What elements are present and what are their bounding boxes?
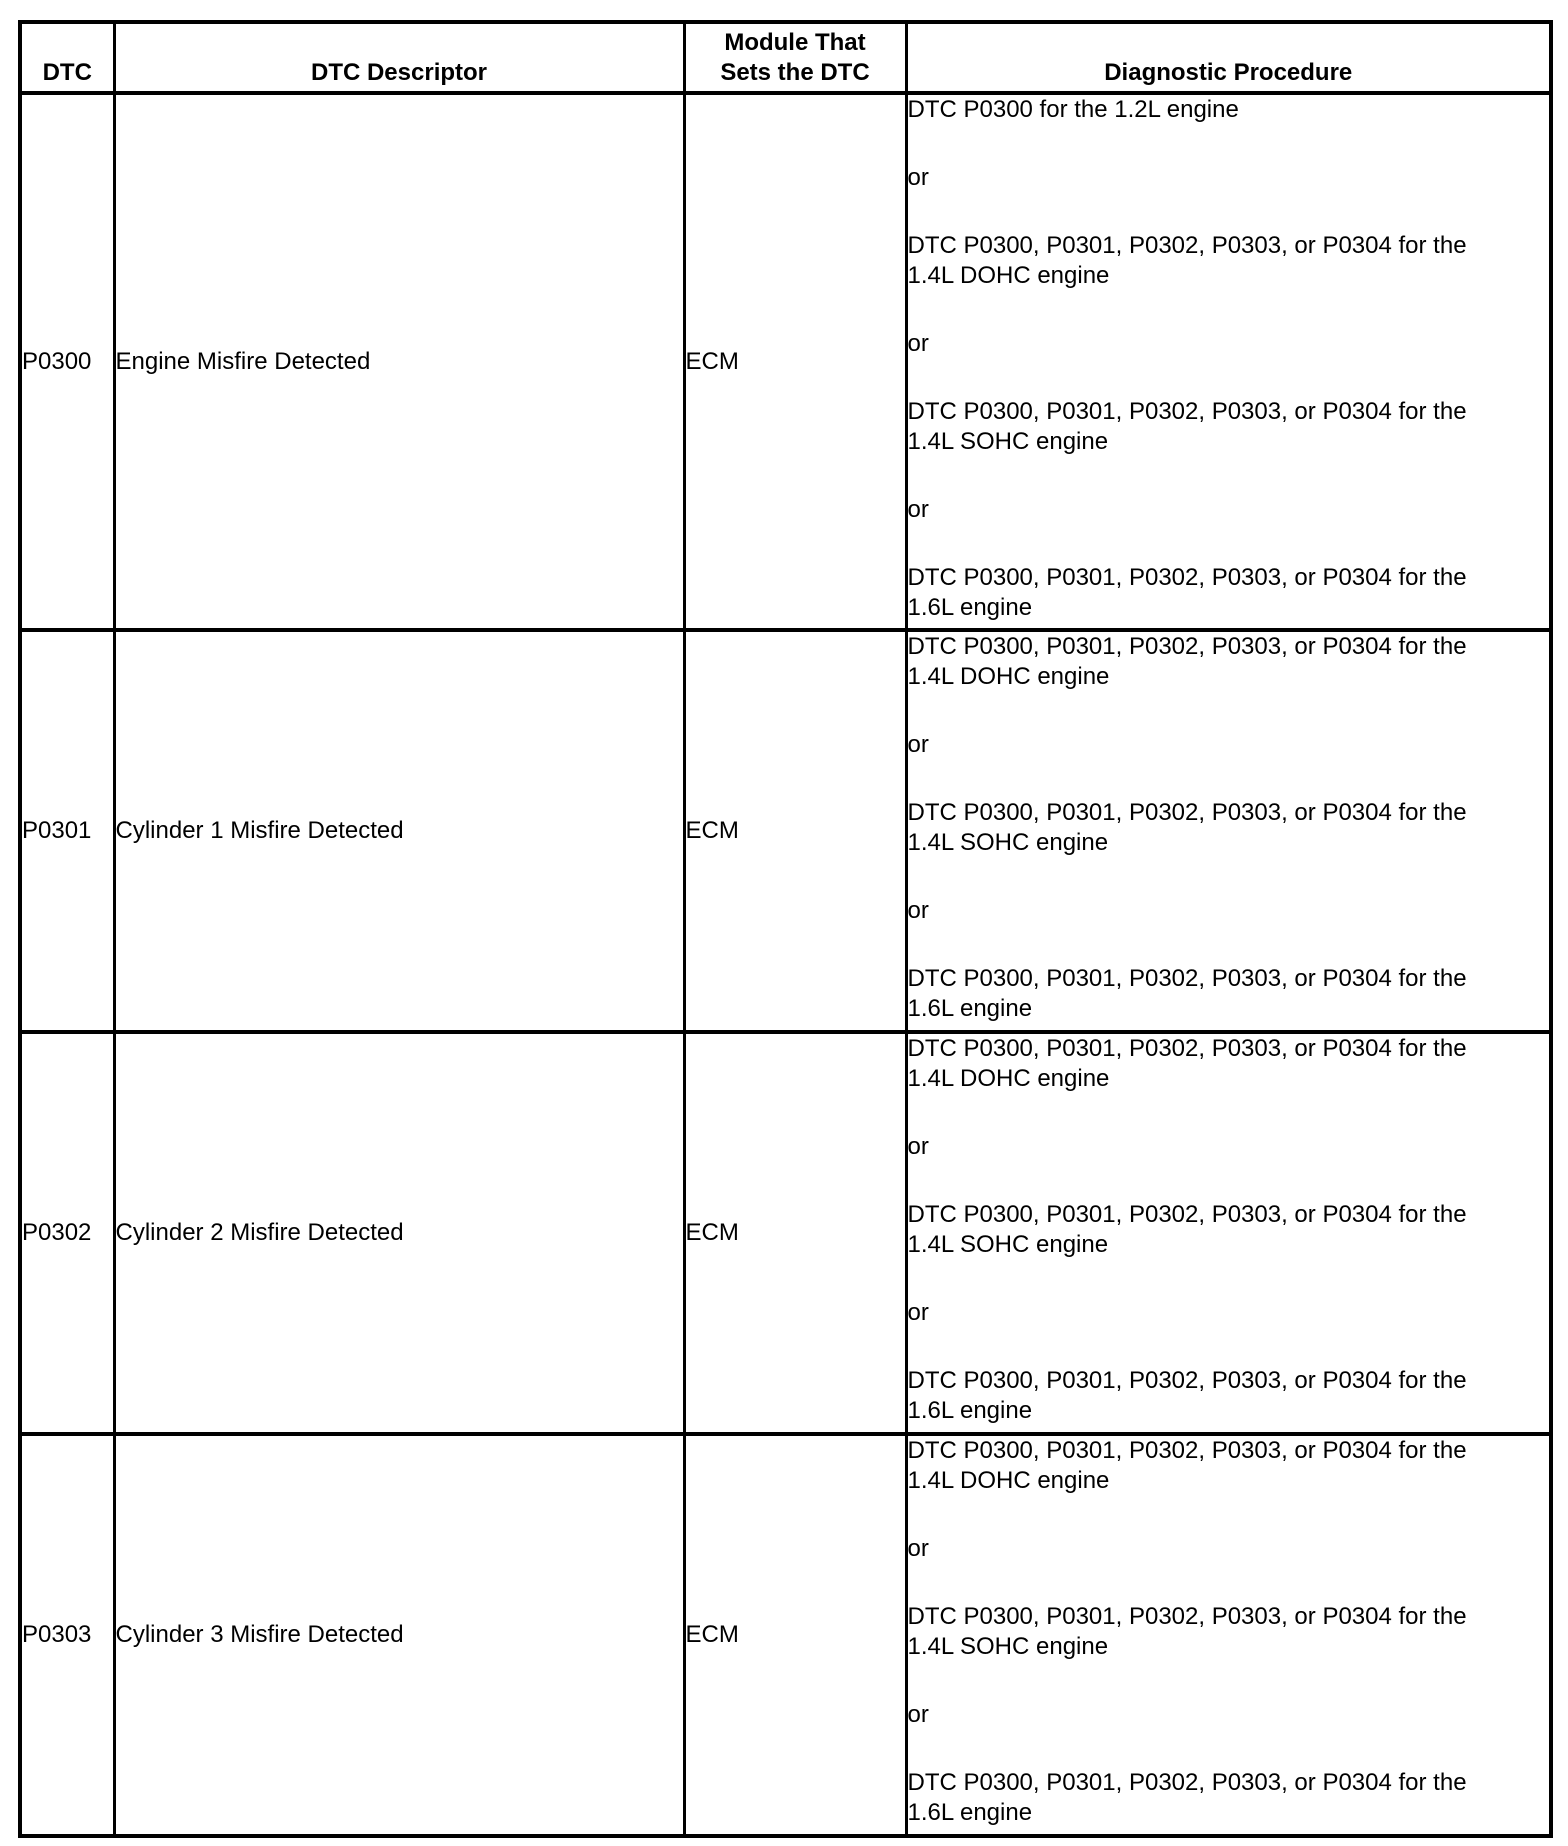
module-cell: ECM <box>684 93 906 630</box>
dtc-descriptor-cell: Cylinder 2 Misfire Detected <box>114 1032 684 1434</box>
procedure-line: DTC P0300, P0301, P0302, P0303, or P0304 for the <box>907 799 1467 826</box>
procedure-line: DTC P0300, P0301, P0302, P0303, or P0304 for the <box>907 1367 1467 1394</box>
procedure-or-separator <box>908 1298 1550 1328</box>
procedure-line: or <box>907 496 929 523</box>
dtc-descriptor-cell: Cylinder 3 Misfire Detected <box>114 1434 684 1836</box>
procedure-link <box>908 1602 1550 1662</box>
module-cell: ECM <box>684 630 906 1032</box>
procedure-or-separator <box>908 730 1550 760</box>
header-diagnostic-procedure: Diagnostic Procedure <box>906 22 1551 93</box>
procedure-or-separator <box>908 1132 1550 1162</box>
table-row <box>20 93 1551 630</box>
procedure-line: DTC P0300, P0301, P0302, P0303, or P0304 for the <box>907 1437 1467 1464</box>
diagnostic-procedure-cell <box>906 630 1551 1032</box>
procedure-line: 1.6L engine <box>907 995 1033 1022</box>
table-row <box>20 630 1551 1032</box>
procedure-line: or <box>907 164 929 191</box>
module-cell: ECM <box>684 1032 906 1434</box>
procedure-link <box>908 397 1550 457</box>
procedure-or-separator <box>908 329 1550 359</box>
header-module-line1: Module That <box>724 29 866 56</box>
dtc-code-cell: P0302 <box>20 1032 114 1434</box>
diagnostic-procedure-cell <box>906 93 1551 630</box>
procedure-line: 1.4L SOHC engine <box>907 1633 1109 1660</box>
procedure-line: DTC P0300, P0301, P0302, P0303, or P0304 for the <box>907 398 1467 425</box>
procedure-or-separator <box>908 1700 1550 1730</box>
dtc-code-cell: P0301 <box>20 630 114 1032</box>
dtc-code-cell: P0300 <box>20 93 114 630</box>
procedure-link <box>908 1200 1550 1260</box>
dtc-table <box>18 20 1553 1838</box>
header-row <box>20 22 1551 93</box>
procedure-line: DTC P0300, P0301, P0302, P0303, or P0304 for the <box>907 232 1467 259</box>
procedure-link <box>908 1436 1550 1496</box>
procedure-line: DTC P0300, P0301, P0302, P0303, or P0304 for the <box>907 1603 1467 1630</box>
procedure-line: 1.4L SOHC engine <box>907 428 1109 455</box>
header-module-line2: Sets the DTC <box>720 59 870 86</box>
procedure-or-separator <box>908 1534 1550 1564</box>
procedure-or-separator <box>908 495 1550 525</box>
procedure-line: 1.6L engine <box>907 594 1033 621</box>
procedure-line: DTC P0300, P0301, P0302, P0303, or P0304 for the <box>907 1201 1467 1228</box>
procedure-line: DTC P0300, P0301, P0302, P0303, or P0304 for the <box>907 564 1467 591</box>
dtc-code-cell: P0303 <box>20 1434 114 1836</box>
dtc-descriptor-cell: Engine Misfire Detected <box>114 93 684 630</box>
procedure-line: or <box>907 330 929 357</box>
procedure-link <box>908 1366 1550 1426</box>
procedure-or-separator <box>908 896 1550 926</box>
header-module <box>684 22 906 93</box>
procedure-line: or <box>907 731 929 758</box>
header-dtc-descriptor: DTC Descriptor <box>114 22 684 93</box>
procedure-line: 1.4L DOHC engine <box>907 1065 1110 1092</box>
procedure-line: 1.6L engine <box>907 1397 1033 1424</box>
procedure-line: 1.4L DOHC engine <box>907 1467 1110 1494</box>
table-row <box>20 1032 1551 1434</box>
procedure-line: 1.4L SOHC engine <box>907 829 1109 856</box>
procedure-line: 1.4L DOHC engine <box>907 663 1110 690</box>
procedure-link <box>908 231 1550 291</box>
procedure-line: or <box>907 897 929 924</box>
procedure-link <box>908 1034 1550 1094</box>
header-dtc: DTC <box>20 22 114 93</box>
procedure-line: or <box>907 1133 929 1160</box>
procedure-or-separator <box>908 163 1550 193</box>
procedure-line: 1.4L SOHC engine <box>907 1231 1109 1258</box>
procedure-line: DTC P0300, P0301, P0302, P0303, or P0304 for the <box>907 1035 1467 1062</box>
procedure-line: or <box>907 1299 929 1326</box>
procedure-line: DTC P0300, P0301, P0302, P0303, or P0304 for the <box>907 1769 1467 1796</box>
procedure-link <box>908 1768 1550 1828</box>
procedure-line: 1.4L DOHC engine <box>907 262 1110 289</box>
dtc-descriptor-cell: Cylinder 1 Misfire Detected <box>114 630 684 1032</box>
table-row <box>20 1434 1551 1836</box>
procedure-link <box>908 95 1550 125</box>
table-header <box>20 22 1551 93</box>
procedure-line: DTC P0300, P0301, P0302, P0303, or P0304 for the <box>907 633 1467 660</box>
procedure-link <box>908 964 1550 1024</box>
procedure-line: 1.6L engine <box>907 1799 1033 1826</box>
table-body <box>20 93 1551 1836</box>
procedure-link <box>908 798 1550 858</box>
procedure-line: or <box>907 1701 929 1728</box>
procedure-line: or <box>907 1535 929 1562</box>
procedure-line: DTC P0300 for the 1.2L engine <box>907 96 1239 123</box>
procedure-line: DTC P0300, P0301, P0302, P0303, or P0304 for the <box>907 965 1467 992</box>
procedure-link <box>908 563 1550 623</box>
procedure-link <box>908 632 1550 692</box>
module-cell: ECM <box>684 1434 906 1836</box>
diagnostic-procedure-cell <box>906 1434 1551 1836</box>
diagnostic-procedure-cell <box>906 1032 1551 1434</box>
